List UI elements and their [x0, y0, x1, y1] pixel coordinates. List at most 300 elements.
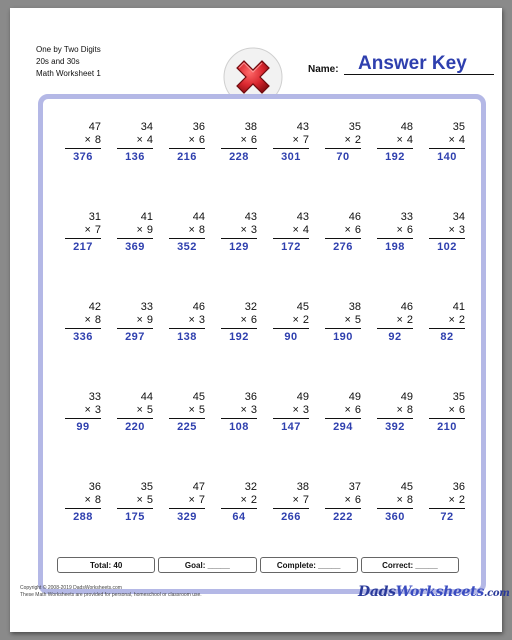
multiplier: 8	[94, 134, 101, 146]
multiplier: 3	[250, 404, 257, 416]
problem-30	[321, 391, 365, 434]
multiplier: 4	[146, 134, 153, 146]
multiplier-line	[61, 134, 105, 147]
answer-rule	[273, 508, 309, 509]
problem-28	[217, 391, 261, 434]
problem-20	[217, 301, 261, 344]
multiplier: 5	[354, 314, 361, 326]
brand-part: Worksheets	[395, 584, 484, 600]
answer-rule	[65, 148, 101, 149]
multiplier: 3	[94, 404, 101, 416]
answer: 352	[177, 241, 197, 253]
answer-rule	[429, 328, 465, 329]
multiply-sign: ×	[344, 314, 351, 326]
answer-key-label: Answer Key	[358, 53, 467, 74]
multiply-sign: ×	[136, 224, 143, 236]
multiply-sign: ×	[292, 404, 299, 416]
multiplier: 9	[146, 224, 153, 236]
multiplicand: 34	[452, 211, 465, 223]
multiplier: 2	[458, 494, 465, 506]
answer-rule	[117, 148, 153, 149]
problem-14	[321, 211, 365, 254]
answer: 376	[73, 151, 93, 163]
usage-line: These Math Worksheets are provided for personal, homeschool or classroom use.	[20, 592, 202, 598]
answer-rule	[169, 418, 205, 419]
worksheet-page	[10, 8, 510, 632]
multiplier-line	[113, 494, 157, 507]
problem-27	[165, 391, 209, 434]
answer: 90	[284, 331, 298, 343]
multiplicand: 32	[244, 301, 257, 313]
problem-37	[269, 481, 313, 524]
multiplier-line	[373, 314, 417, 327]
multiply-sign: ×	[292, 224, 299, 236]
multiplicand: 33	[400, 211, 413, 223]
answer-rule	[325, 418, 361, 419]
problem-10	[113, 211, 157, 254]
multiplicand: 32	[244, 481, 257, 493]
multiplicand: 47	[88, 121, 101, 133]
multiplier: 2	[354, 134, 361, 146]
problem-1	[61, 121, 105, 164]
multiplicand: 37	[348, 481, 361, 493]
answer-rule	[221, 238, 257, 239]
answer-rule	[325, 328, 361, 329]
multiplier-line	[217, 494, 261, 507]
answer: 276	[333, 241, 353, 253]
multiplier: 9	[146, 314, 153, 326]
multiplier-line	[217, 224, 261, 237]
problem-2	[113, 121, 157, 164]
multiply-sign: ×	[396, 134, 403, 146]
multiplier: 2	[302, 314, 309, 326]
answer-rule	[325, 508, 361, 509]
multiplicand: 45	[296, 301, 309, 313]
multiplier: 6	[354, 224, 361, 236]
answer-rule	[273, 328, 309, 329]
answer: 190	[333, 331, 353, 343]
problem-13	[269, 211, 313, 254]
answer: 198	[385, 241, 405, 253]
problem-11	[165, 211, 209, 254]
problem-34	[113, 481, 157, 524]
answer-rule	[429, 508, 465, 509]
multiply-sign: ×	[396, 314, 403, 326]
multiplier: 4	[406, 134, 413, 146]
multiplicand: 44	[140, 391, 153, 403]
multiplier: 8	[94, 314, 101, 326]
answer-rule	[117, 238, 153, 239]
answer: 108	[229, 421, 249, 433]
answer-rule	[169, 148, 205, 149]
problem-5	[269, 121, 313, 164]
answer-rule	[273, 148, 309, 149]
multiplier-line	[269, 134, 313, 147]
multiply-sign: ×	[188, 404, 195, 416]
multiplicand: 45	[192, 391, 205, 403]
answer: 220	[125, 421, 145, 433]
answer: 294	[333, 421, 353, 433]
multiplier-line	[61, 314, 105, 327]
problem-23	[373, 301, 417, 344]
problem-4	[217, 121, 261, 164]
multiplier: 8	[94, 494, 101, 506]
multiplier-line	[425, 224, 469, 237]
multiplicand: 38	[244, 121, 257, 133]
answer: 222	[333, 511, 353, 523]
answer-rule	[65, 418, 101, 419]
multiplier-line	[321, 404, 365, 417]
answer-rule	[221, 328, 257, 329]
multiply-sign: ×	[448, 134, 455, 146]
problem-40	[425, 481, 469, 524]
answer: 70	[336, 151, 350, 163]
multiplier-line	[425, 494, 469, 507]
answer-rule	[221, 508, 257, 509]
multiply-sign: ×	[448, 404, 455, 416]
multiply-sign: ×	[188, 224, 195, 236]
multiply-sign: ×	[240, 314, 247, 326]
answer-rule	[169, 328, 205, 329]
multiplier-line	[269, 494, 313, 507]
multiplier-line	[217, 404, 261, 417]
correct-cell[interactable]: Correct: _____	[361, 557, 459, 573]
multiplier-line	[113, 224, 157, 237]
multiply-sign: ×	[344, 404, 351, 416]
multiplicand: 45	[400, 481, 413, 493]
answer: 192	[229, 331, 249, 343]
multiply-sign: ×	[292, 314, 299, 326]
multiplier: 3	[302, 404, 309, 416]
multiply-sign: ×	[240, 224, 247, 236]
answer: 138	[177, 331, 197, 343]
problem-frame	[38, 94, 486, 594]
answer: 129	[229, 241, 249, 253]
multiply-sign: ×	[396, 224, 403, 236]
multiply-sign: ×	[448, 224, 455, 236]
problem-24	[425, 301, 469, 344]
name-label: Name:	[308, 64, 339, 75]
multiplicand: 41	[140, 211, 153, 223]
answer: 210	[437, 421, 457, 433]
problem-25	[61, 391, 105, 434]
multiply-sign: ×	[136, 494, 143, 506]
multiply-sign: ×	[84, 314, 91, 326]
score-row	[57, 557, 459, 573]
multiplier: 3	[250, 224, 257, 236]
problem-26	[113, 391, 157, 434]
multiplicand: 36	[244, 391, 257, 403]
multiplier-line	[269, 314, 313, 327]
answer-rule	[377, 238, 413, 239]
answer: 329	[177, 511, 197, 523]
multiplier: 7	[198, 494, 205, 506]
multiplier-line	[269, 404, 313, 417]
multiplicand: 35	[452, 391, 465, 403]
multiply-sign: ×	[84, 134, 91, 146]
multiply-sign: ×	[188, 494, 195, 506]
multiplier-line	[217, 134, 261, 147]
multiplier: 2	[458, 314, 465, 326]
copyright-notice	[20, 585, 202, 599]
multiply-sign: ×	[344, 134, 351, 146]
multiplier: 3	[198, 314, 205, 326]
multiplier: 5	[146, 494, 153, 506]
answer: 360	[385, 511, 405, 523]
multiply-sign: ×	[396, 404, 403, 416]
problem-6	[321, 121, 365, 164]
multiply-sign: ×	[344, 224, 351, 236]
multiplier: 4	[458, 134, 465, 146]
multiplier: 7	[94, 224, 101, 236]
multiplier-line	[373, 494, 417, 507]
answer: 172	[281, 241, 301, 253]
answer-rule	[377, 328, 413, 329]
multiplier-line	[165, 404, 209, 417]
multiplier-line	[217, 314, 261, 327]
multiplicand: 49	[348, 391, 361, 403]
multiplier: 8	[406, 404, 413, 416]
answer-rule	[377, 508, 413, 509]
brand-part: .com	[483, 588, 510, 599]
problem-39	[373, 481, 417, 524]
answer: 102	[437, 241, 457, 253]
answer-rule	[117, 328, 153, 329]
answer-rule	[429, 238, 465, 239]
multiplier-line	[321, 224, 365, 237]
multiply-sign: ×	[292, 494, 299, 506]
multiply-sign: ×	[344, 494, 351, 506]
answer: 82	[440, 331, 454, 343]
answer: 64	[232, 511, 246, 523]
answer: 297	[125, 331, 145, 343]
multiplicand: 49	[400, 391, 413, 403]
multiply-sign: ×	[292, 134, 299, 146]
problem-22	[321, 301, 365, 344]
answer-rule	[221, 418, 257, 419]
answer-rule	[169, 508, 205, 509]
multiply-sign: ×	[396, 494, 403, 506]
total-cell: Total: 40	[57, 557, 155, 573]
multiply-sign: ×	[84, 494, 91, 506]
multiplicand: 38	[348, 301, 361, 313]
multiplier-line	[113, 134, 157, 147]
title-line: 20s and 30s	[36, 57, 80, 66]
multiplicand: 43	[296, 211, 309, 223]
answer: 136	[125, 151, 145, 163]
multiplier: 2	[406, 314, 413, 326]
title-line: One by Two Digits	[36, 45, 101, 54]
multiply-sign: ×	[188, 314, 195, 326]
multiplier-line	[269, 224, 313, 237]
multiplier-line	[61, 494, 105, 507]
answer: 301	[281, 151, 301, 163]
problem-33	[61, 481, 105, 524]
answer-rule	[273, 418, 309, 419]
multiply-sign: ×	[188, 134, 195, 146]
multiplier-line	[61, 404, 105, 417]
answer-rule	[377, 148, 413, 149]
multiply-sign: ×	[240, 404, 247, 416]
brand-logo	[358, 584, 510, 600]
multiplier-line	[165, 314, 209, 327]
problem-32	[425, 391, 469, 434]
problem-31	[373, 391, 417, 434]
multiplier: 6	[354, 494, 361, 506]
problem-38	[321, 481, 365, 524]
answer: 147	[281, 421, 301, 433]
answer: 192	[385, 151, 405, 163]
multiplier-line	[425, 404, 469, 417]
multiplier: 8	[406, 494, 413, 506]
goal-cell[interactable]: Goal: _____	[158, 557, 256, 573]
multiplicand: 46	[400, 301, 413, 313]
problem-29	[269, 391, 313, 434]
answer-rule	[117, 508, 153, 509]
multiplier-line	[61, 224, 105, 237]
multiplicand: 43	[244, 211, 257, 223]
answer-rule	[429, 148, 465, 149]
worksheet-title	[36, 44, 101, 80]
multiplier: 3	[458, 224, 465, 236]
answer-rule	[65, 238, 101, 239]
multiplier-line	[373, 134, 417, 147]
multiply-sign: ×	[448, 494, 455, 506]
multiplier-line	[165, 134, 209, 147]
problem-3	[165, 121, 209, 164]
answer: 369	[125, 241, 145, 253]
answer: 225	[177, 421, 197, 433]
multiplicand: 47	[192, 481, 205, 493]
complete-cell[interactable]: Complete: _____	[260, 557, 358, 573]
multiplier: 6	[198, 134, 205, 146]
multiplicand: 36	[192, 121, 205, 133]
multiplicand: 33	[140, 301, 153, 313]
multiply-sign: ×	[136, 404, 143, 416]
answer-rule	[169, 238, 205, 239]
answer: 175	[125, 511, 145, 523]
problem-18	[113, 301, 157, 344]
problem-7	[373, 121, 417, 164]
multiplicand: 38	[296, 481, 309, 493]
problem-15	[373, 211, 417, 254]
answer-rule	[377, 418, 413, 419]
multiplicand: 35	[348, 121, 361, 133]
multiplier: 6	[250, 314, 257, 326]
problem-8	[425, 121, 469, 164]
multiplicand: 35	[140, 481, 153, 493]
answer: 217	[73, 241, 93, 253]
multiply-sign: ×	[240, 494, 247, 506]
answer-rule	[221, 148, 257, 149]
multiplicand: 49	[296, 391, 309, 403]
copyright-line: Copyright © 2008-2019 DadsWorksheets.com	[20, 585, 122, 591]
multiply-sign: ×	[448, 314, 455, 326]
problem-36	[217, 481, 261, 524]
multiplier-line	[373, 404, 417, 417]
multiplier: 7	[302, 134, 309, 146]
multiplier: 8	[198, 224, 205, 236]
answer-rule	[325, 238, 361, 239]
answer-rule	[429, 418, 465, 419]
problem-9	[61, 211, 105, 254]
answer: 336	[73, 331, 93, 343]
multiplier-line	[113, 404, 157, 417]
multiplicand: 41	[452, 301, 465, 313]
brand-part: Dads	[358, 584, 396, 600]
multiplicand: 42	[88, 301, 101, 313]
problem-grid	[43, 99, 481, 589]
answer: 216	[177, 151, 197, 163]
answer: 228	[229, 151, 249, 163]
multiply-sign: ×	[84, 224, 91, 236]
multiply-sign: ×	[84, 404, 91, 416]
multiplier-line	[165, 224, 209, 237]
answer: 99	[76, 421, 90, 433]
answer: 92	[388, 331, 402, 343]
multiplier-line	[321, 134, 365, 147]
problem-17	[61, 301, 105, 344]
answer: 72	[440, 511, 454, 523]
problem-19	[165, 301, 209, 344]
multiplier: 5	[198, 404, 205, 416]
multiplier: 4	[302, 224, 309, 236]
multiplier: 6	[458, 404, 465, 416]
problem-16	[425, 211, 469, 254]
multiplier: 6	[406, 224, 413, 236]
multiplier: 2	[250, 494, 257, 506]
answer-rule	[325, 148, 361, 149]
multiplicand: 31	[88, 211, 101, 223]
answer-rule	[65, 508, 101, 509]
answer: 140	[437, 151, 457, 163]
multiplicand: 35	[452, 121, 465, 133]
problem-35	[165, 481, 209, 524]
multiplicand: 33	[88, 391, 101, 403]
multiplier-line	[321, 314, 365, 327]
multiplicand: 44	[192, 211, 205, 223]
multiply-sign: ×	[136, 314, 143, 326]
multiplicand: 36	[452, 481, 465, 493]
multiplier-line	[321, 494, 365, 507]
multiplicand: 34	[140, 121, 153, 133]
answer: 392	[385, 421, 405, 433]
multiplicand: 43	[296, 121, 309, 133]
problem-12	[217, 211, 261, 254]
multiplier: 5	[146, 404, 153, 416]
answer: 266	[281, 511, 301, 523]
title-line: Math Worksheet 1	[36, 69, 101, 78]
multiplicand: 46	[348, 211, 361, 223]
multiplicand: 36	[88, 481, 101, 493]
multiplier-line	[373, 224, 417, 237]
multiplier: 6	[250, 134, 257, 146]
answer-rule	[273, 238, 309, 239]
problem-21	[269, 301, 313, 344]
answer: 288	[73, 511, 93, 523]
multiplier-line	[113, 314, 157, 327]
multiplier: 6	[354, 404, 361, 416]
multiplicand: 46	[192, 301, 205, 313]
multiplier-line	[425, 134, 469, 147]
multiplier: 7	[302, 494, 309, 506]
multiply-sign: ×	[136, 134, 143, 146]
multiplicand: 48	[400, 121, 413, 133]
multiplier-line	[425, 314, 469, 327]
multiply-sign: ×	[240, 134, 247, 146]
answer-rule	[65, 328, 101, 329]
answer-rule	[117, 418, 153, 419]
